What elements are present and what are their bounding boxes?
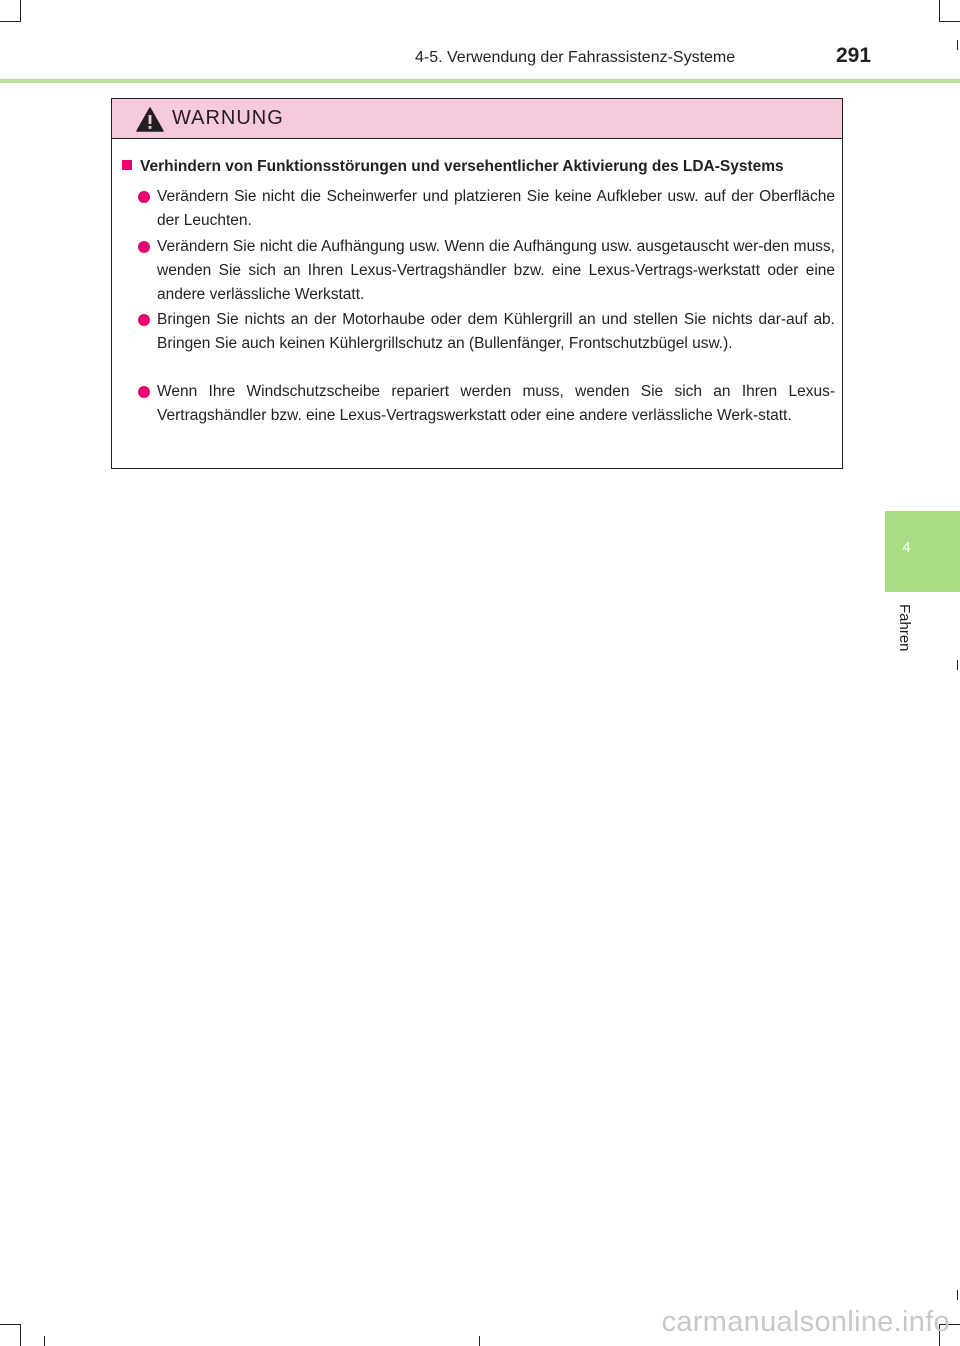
list-item-text: Wenn Ihre Windschutzscheibe repariert werden muss, wenden Sie sich an Ihren Lexus-Vertragshändler bzw. eine Lexus-Vertragswerkstatt oder eine andere verlässliche Werk-statt. bbox=[157, 383, 835, 424]
bullet-dot-icon bbox=[138, 191, 150, 203]
warning-title: WARNUNG bbox=[172, 107, 284, 129]
list-item bbox=[138, 380, 835, 428]
list-item bbox=[138, 308, 835, 356]
bullet-dot-icon bbox=[138, 386, 150, 398]
page-number: 291 bbox=[836, 44, 872, 67]
bullet-dot-icon bbox=[138, 241, 150, 253]
warning-heading bbox=[122, 158, 834, 176]
square-bullet-icon bbox=[122, 160, 132, 170]
crop-mark bbox=[44, 1336, 45, 1346]
warning-triangle-icon bbox=[136, 107, 164, 132]
chapter-tab bbox=[885, 511, 960, 592]
list-item bbox=[138, 185, 835, 233]
crop-mark bbox=[479, 1336, 480, 1346]
crop-mark bbox=[957, 660, 958, 670]
running-header: 4-5. Verwendung der Fahrassistenz-Systeme bbox=[415, 49, 736, 66]
crop-mark bbox=[957, 40, 958, 50]
chapter-label: Fahren bbox=[896, 604, 913, 652]
list-item bbox=[138, 235, 835, 307]
crop-mark bbox=[0, 1324, 20, 1325]
list-item-text: Verändern Sie nicht die Aufhängung usw. Wenn die Aufhängung usw. ausgetauscht wer-den muss, wenden Sie sich an Ihren Lexus-Vertragshändler bzw. eine Lexus-Vertrags-werkstatt oder eine andere verlässliche Werkstatt. bbox=[157, 238, 835, 303]
chapter-number: 4 bbox=[902, 539, 911, 556]
crop-mark bbox=[20, 1324, 21, 1346]
crop-mark bbox=[939, 0, 940, 22]
list-item-text: Verändern Sie nicht die Scheinwerfer und platzieren Sie keine Aufkleber usw. auf der Oberfläche der Leuchten. bbox=[157, 188, 835, 229]
list-item-text: Bringen Sie nichts an der Motorhaube oder dem Kühlergrill an und stellen Sie nichts dar-auf ab. Bringen Sie auch keinen Kühlergrillschutz an (Bullenfänger, Frontschutzbügel usw.). bbox=[157, 311, 835, 352]
watermark: carmanualsonline.info bbox=[661, 1306, 950, 1338]
crop-mark bbox=[0, 21, 20, 22]
crop-mark bbox=[940, 21, 960, 22]
warning-header bbox=[112, 99, 842, 139]
crop-mark bbox=[20, 0, 21, 22]
warning-heading-text: Verhindern von Funktionsstörungen und versehentlicher Aktivierung des LDA-Systems bbox=[140, 158, 784, 175]
bullet-dot-icon bbox=[138, 314, 150, 326]
header-rule bbox=[0, 79, 960, 83]
warning-box bbox=[111, 98, 843, 469]
crop-mark bbox=[957, 1290, 958, 1300]
